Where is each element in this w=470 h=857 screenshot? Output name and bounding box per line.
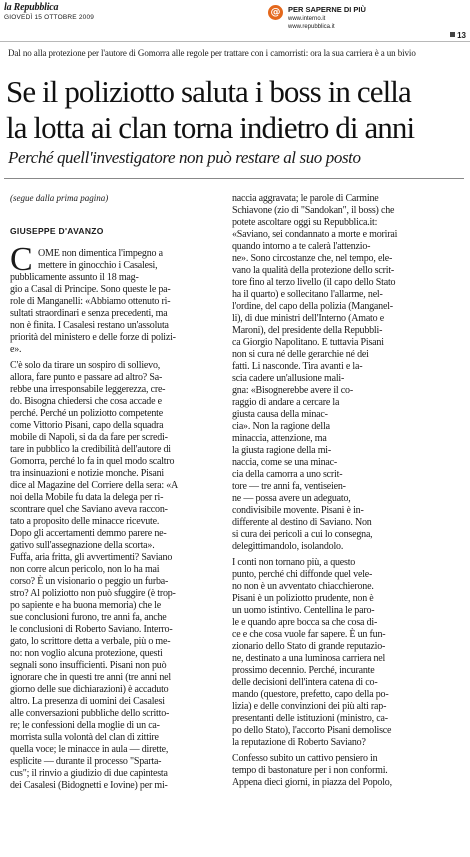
article-line: no: non voglio alcuna protezione, questi — [10, 648, 163, 659]
article-line: la reputazione di Roberto Saviano? — [232, 737, 366, 748]
article-line: le e quando apre bocca sa che cosa di- — [232, 617, 378, 628]
article-line: ne». Sono circostanze che, nel tempo, ele- — [232, 253, 393, 264]
article-line: gato, lo scrittore detta a verbale, più o me- — [10, 636, 171, 647]
link-interno[interactable]: www.interno.it — [288, 16, 326, 22]
article-deck: Perché quell'investigatore non può restare al suo posto — [8, 148, 361, 167]
article-line: giorno delle sue dichiarazioni) è accaduto — [10, 684, 169, 695]
article-line: non si cura né delle gerarchie né dei — [232, 349, 369, 360]
article-line: condivisibile movente. Pisani è in- — [232, 505, 364, 516]
divider — [4, 178, 464, 179]
article-line: vano la qualità della protezione dello scrit- — [232, 265, 395, 276]
article-line: minaccia, attenzione, ma — [232, 433, 327, 444]
article-line: le conclusioni di Roberto Saviano. Interro- — [10, 624, 173, 635]
article-line: allora, fare punto e passare ad altro? Sa- — [10, 372, 163, 383]
article-line: gna: «Bisognerebbe avere il co- — [232, 385, 353, 396]
article-line: lizia) e delle convinzioni dei più alti rap- — [232, 701, 387, 712]
article-line: delle decisioni dell'intera catena di co- — [232, 677, 378, 688]
article-line: mando (questore, prefetto, capo della po- — [232, 689, 389, 700]
article-line: tore — tre anni fa, ventiseien- — [232, 481, 346, 492]
article-line: un uomo istintivo. Centellina le paro- — [232, 605, 375, 616]
article-line: noi della Mobile fu data la delega per ri- — [10, 492, 164, 503]
article-line: role di Manganelli: «Abbiamo ottenuto ri- — [10, 296, 171, 307]
continuation-note: (segue dalla prima pagina) — [10, 193, 109, 203]
article-line: segnali sono insufficienti. Pisani non può — [10, 660, 167, 671]
article-line: ha il quarto) e sollecitano l'allarme, nel- — [232, 289, 383, 300]
article-line: Pisani è un poliziotto prudente, non è — [232, 593, 374, 604]
article-line: la giusta ragione della mi- — [232, 445, 332, 456]
article-line: cia». Non la ragione della — [232, 421, 330, 432]
article-line: non corre alcun pericolo, non lo ha mai — [10, 564, 160, 575]
article-line: OME non dimentica l'impegno a — [38, 248, 163, 259]
article-line: come Vittorio Pisani, capo della squadra — [10, 420, 164, 431]
article-line: ignorare che in questi tre anni (tre anni nel — [10, 672, 171, 683]
article-line: delegittimandolo, isolandolo. — [232, 541, 344, 552]
byline: GIUSEPPE D'AVANZO — [10, 226, 104, 236]
drop-cap: C — [10, 241, 33, 278]
article-line: tore fino al terzo livello (il capo dello Stato — [232, 277, 396, 288]
article-line: po dello Stato), l'accorto Pisani demolisce — [232, 725, 392, 736]
article-line: cus"; il rinvio a giudizio di due capintesta — [10, 768, 168, 779]
article-line: Schiavone (zio di "Sandokan", il boss) che — [232, 205, 395, 216]
article-line: prossimo decennio. Perché, incurante — [232, 665, 375, 676]
article-line: presentanti delle istituzioni (ministro, ca- — [232, 713, 388, 724]
article-line: esplicite — durante il processo "Sparta- — [10, 756, 162, 767]
issue-date: GIOVEDÌ 15 OTTOBRE 2009 — [4, 14, 95, 21]
article-line: tra insinuazioni e notizie monche. Pisani — [10, 468, 164, 479]
more-info-box — [268, 3, 470, 37]
article-line: zionario dello Stato di grande reputazio- — [232, 641, 386, 652]
article-line: naccia aggravata; le parole di Carmine — [232, 193, 379, 204]
article-line: giusta causa della minac- — [232, 409, 328, 420]
article-line: I conti non tornano più, a questo — [232, 557, 356, 568]
article-line: Maroni), del presidente della Repubbli- — [232, 325, 383, 336]
headline-line-2: la lotta ai clan torna indietro di anni — [6, 110, 415, 145]
masthead: la Repubblica — [4, 2, 59, 13]
article-line: rebbe una irresponsabile leggerezza, cre- — [10, 384, 166, 395]
article-line: fatti. Li nasconde. Tira avanti e la- — [232, 361, 363, 372]
article-line: scontrare quel che Saviano aveva raccon- — [10, 504, 168, 515]
article-line: do. Bisogna chiedersi che cosa accade e — [10, 396, 162, 407]
article-line: sultati straordinari e senza precedenti, ma — [10, 308, 168, 319]
article-line: potete ascoltare oggi su Repubblica.it: — [232, 217, 378, 228]
page-number: 13 — [450, 31, 466, 40]
article-line: mettere in ginocchio i Casalesi, — [38, 260, 158, 271]
article-line: dice al Magazine del Corriere della sera: «A — [10, 480, 179, 491]
article-line: «Saviano, sei condannato a morte e morirai — [232, 229, 398, 240]
article-line: Gomorra, perché lo fa in quel modo scaltro — [10, 456, 175, 467]
article-line: sue conclusioni furono, tre anni fa, anche — [10, 612, 167, 623]
article-line: dei Casalesi (Bidognetti e Iovine) per mi- — [10, 780, 168, 791]
article-line: morrista sulla volontà del clan di zittire — [10, 732, 159, 743]
article-line: non è finita. I Casalesi restano un'assoluta — [10, 320, 169, 331]
article-kicker: Dal no alla protezione per l'autore di Gomorra alle regole per trattare con i camorristi: ora la sua carriera è a un bivio — [8, 48, 416, 58]
article-line: mobile di Napoli, si da da fare per scredi- — [10, 432, 168, 443]
more-info-title: PER SAPERNE DI PIÙ — [288, 5, 366, 14]
headline-line-1: Se il poliziotto saluta i boss in cella — [6, 74, 411, 109]
article-line: no non è un avventato chiacchierone. — [232, 581, 374, 592]
article-line: ne, destinato a una luminosa carriera nel — [232, 653, 386, 664]
article-line: tato a proposito delle minacce ricevute. — [10, 516, 160, 527]
article-line: Dopo gli accertamenti demmo parere ne- — [10, 528, 167, 539]
link-repubblica[interactable]: www.repubblica.it — [288, 24, 335, 30]
article-column-2 — [232, 193, 464, 789]
article-line: raggio di andare a cercare la — [232, 397, 340, 408]
article-line: e». — [10, 344, 22, 355]
article-line: po sapiente e ha buona memoria) che le — [10, 600, 161, 611]
article-line: punto, perché chi diffonde quel vele- — [232, 569, 373, 580]
article-line: quella voce; le minacce in aula — dirette, — [10, 744, 169, 755]
article-line: C'è solo da tirare un sospiro di sollievo, — [10, 360, 161, 371]
article-line: Fuffa, aria fritta, gli avvertimenti? Saviano — [10, 552, 173, 563]
article-line: gio a Casal di Principe. Sono queste le pa- — [10, 284, 171, 295]
article-line: naccia, come se una minac- — [232, 457, 338, 468]
article-line: ce e che cosa vuole far sapere. È un fun- — [232, 629, 386, 640]
article-line: tare in pubblico la credibilità dell'autore di — [10, 444, 171, 455]
page-header — [0, 0, 470, 42]
article-line: priorità del ministero e delle forze di polizi- — [10, 332, 176, 343]
article-line: l'ordine, del capo della polizia (Manganel- — [232, 301, 393, 312]
article-line: ca Giorgio Napolitano. E tuttavia Pisani — [232, 337, 384, 348]
article-line: tempo di bastonature per i non conformi. — [232, 765, 388, 776]
article-line: alle conversazioni pubbliche dello scritto- — [10, 708, 170, 719]
article-line: Confesso subito un cattivo pensiero in — [232, 753, 378, 764]
article-line: ne — possa avere un adeguato, — [232, 493, 351, 504]
article-line: si cura dei pericoli a cui lo consegna, — [232, 529, 373, 540]
article-line: cia della camorra a uno scrit- — [232, 469, 343, 480]
article-line: scia cadere un'allusione mali- — [232, 373, 345, 384]
article-column-1 — [10, 241, 223, 792]
article-line: perché. Perché un poliziotto competente — [10, 408, 163, 419]
article-line: Appena dieci giorni, in piazza del Popolo, — [232, 777, 392, 788]
at-sign-icon: @ — [268, 5, 283, 20]
article-line: gativo sull'assegnazione della scorta». — [10, 540, 155, 551]
article-line: li), di due ministri dell'Interno (Amato e — [232, 313, 384, 324]
article-line: altro. La presenza di uomini dei Casalesi — [10, 696, 165, 707]
article-line: differente al destino di Saviano. Non — [232, 517, 372, 528]
article-line: corso? È un visionario o peggio un furba- — [10, 576, 169, 587]
page-marker-icon — [450, 32, 455, 37]
article-line: re; le confessioni della moglie di un ca- — [10, 720, 160, 731]
article-line: pubblicamente assunto il 18 mag- — [10, 272, 139, 283]
article-line: quando intorno a te calerà l'attenzio- — [232, 241, 371, 252]
article-line: stro? Al poliziotto non può sfuggire (è trop- — [10, 588, 176, 599]
